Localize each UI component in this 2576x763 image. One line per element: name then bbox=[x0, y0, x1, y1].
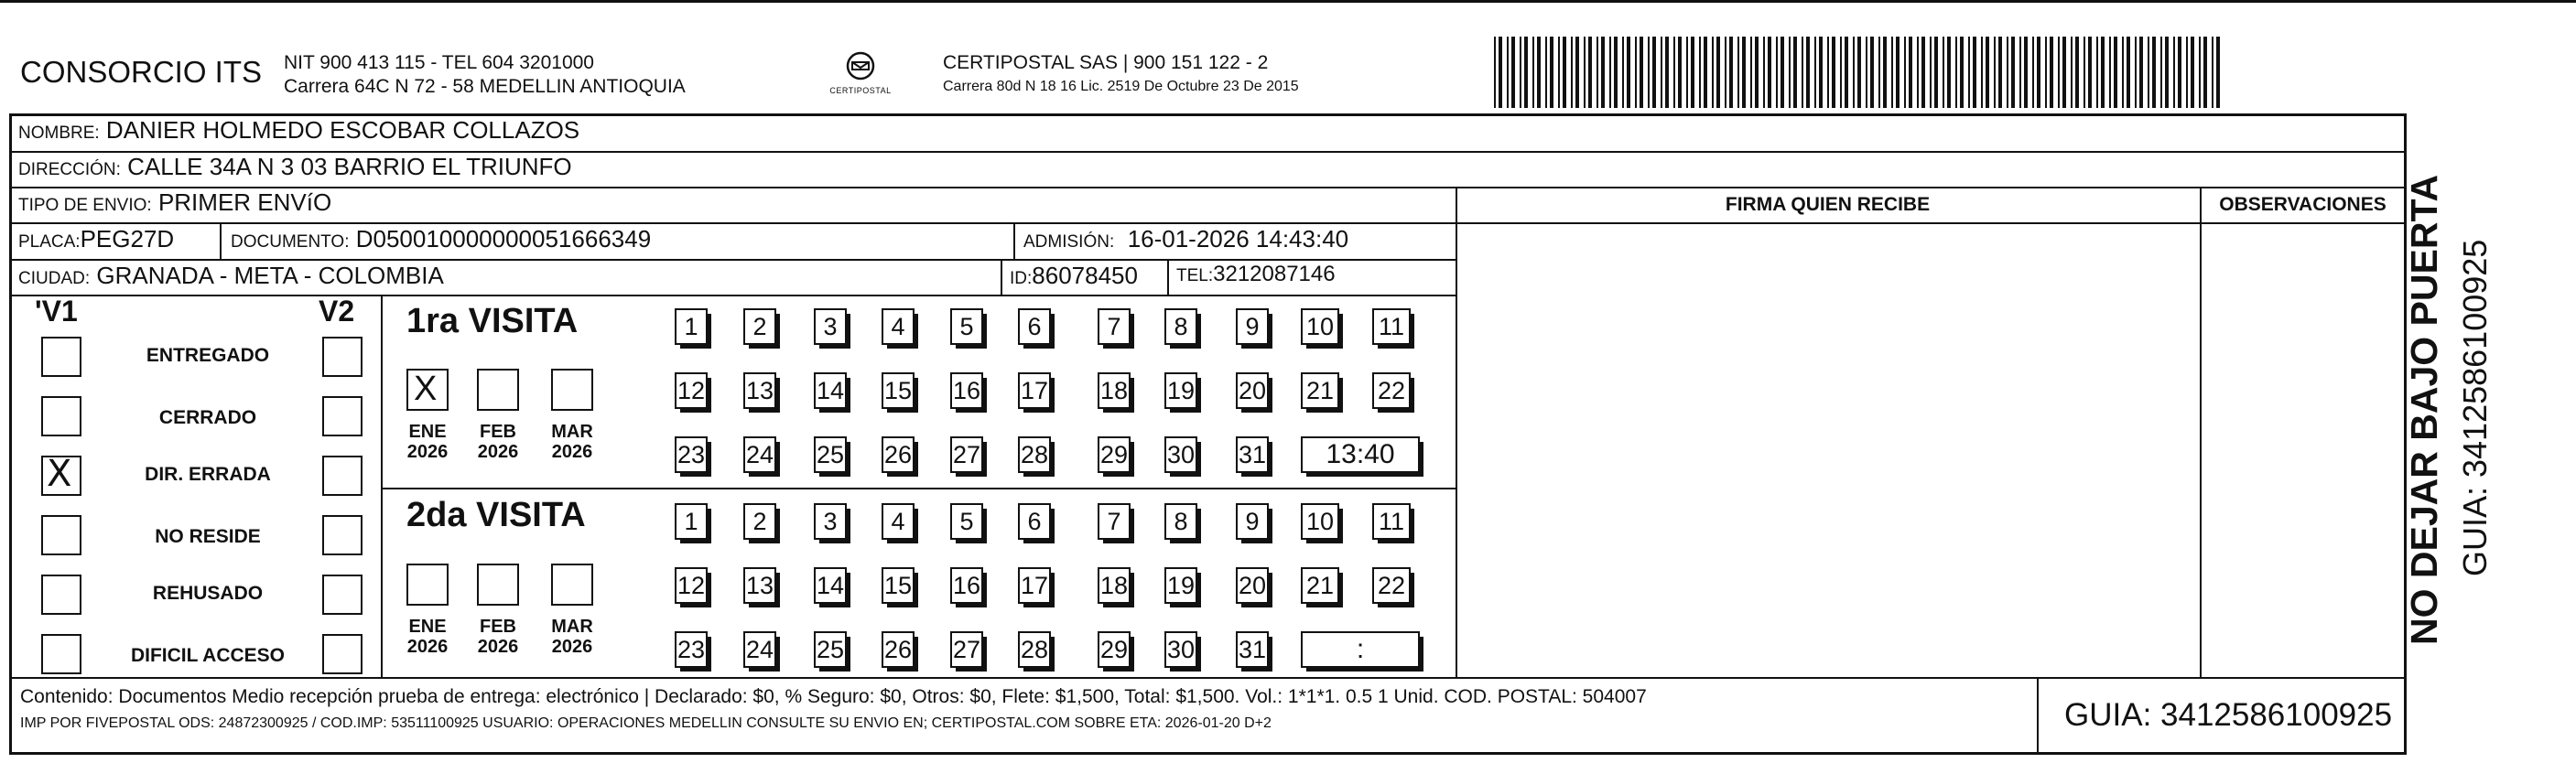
visit2-day-28[interactable]: 28 bbox=[1018, 631, 1051, 668]
visit1-day-22[interactable]: 22 bbox=[1372, 372, 1411, 409]
visit1-day-30[interactable]: 30 bbox=[1164, 436, 1197, 473]
v2-checkbox-1[interactable] bbox=[322, 396, 363, 436]
visit2-day-6[interactable]: 6 bbox=[1018, 503, 1051, 540]
visit2-day-25[interactable]: 25 bbox=[814, 631, 847, 668]
visit2-day-15[interactable]: 15 bbox=[882, 567, 915, 604]
v2-checkbox-2[interactable] bbox=[322, 456, 363, 496]
visit1-day-6[interactable]: 6 bbox=[1018, 308, 1051, 345]
nombre-value: DANIER HOLMEDO ESCOBAR COLLAZOS bbox=[105, 116, 580, 144]
visit2-day-29[interactable]: 29 bbox=[1098, 631, 1131, 668]
visit2-day-8[interactable]: 8 bbox=[1164, 503, 1197, 540]
reason-label-3: NO RESIDE bbox=[155, 526, 261, 547]
v2-checkbox-5[interactable] bbox=[322, 634, 363, 674]
visit1-day-23[interactable]: 23 bbox=[675, 436, 708, 473]
id-row bbox=[1010, 262, 1138, 290]
visit1-time-box[interactable]: 13:40 bbox=[1301, 436, 1420, 473]
visit1-day-14[interactable]: 14 bbox=[814, 372, 847, 409]
ciudad-row bbox=[18, 262, 444, 290]
v2-label: V2 bbox=[319, 295, 355, 328]
visit1-day-26[interactable]: 26 bbox=[882, 436, 915, 473]
direccion-label: DIRECCIÓN: bbox=[18, 160, 121, 179]
barcode-image bbox=[1494, 37, 2226, 108]
visit1-day-12[interactable]: 12 bbox=[675, 372, 708, 409]
tipo-value: PRIMER ENVíO bbox=[157, 188, 332, 216]
visit1-day-27[interactable]: 27 bbox=[950, 436, 983, 473]
visit2-day-5[interactable]: 5 bbox=[950, 503, 983, 540]
v1-checkbox-2[interactable] bbox=[41, 453, 81, 496]
visit1-day-25[interactable]: 25 bbox=[814, 436, 847, 473]
visit2-day-12[interactable]: 12 bbox=[675, 567, 708, 604]
visit2-day-26[interactable]: 26 bbox=[882, 631, 915, 668]
visit1-day-2[interactable]: 2 bbox=[743, 308, 776, 345]
observaciones-header: OBSERVACIONES bbox=[2219, 194, 2387, 215]
company-name: CONSORCIO ITS bbox=[20, 55, 263, 89]
visit1-title: 1ra VISITA bbox=[406, 302, 579, 340]
visit2-time-box[interactable]: : bbox=[1301, 631, 1420, 668]
visit1-day-10[interactable]: 10 bbox=[1301, 308, 1339, 345]
tipo-label: TIPO DE ENVIO: bbox=[18, 196, 152, 215]
visit2-day-22[interactable]: 22 bbox=[1372, 567, 1411, 604]
v2-checkbox-4[interactable] bbox=[322, 575, 363, 615]
placa-row bbox=[18, 225, 174, 253]
visit1-day-24[interactable]: 24 bbox=[743, 436, 776, 473]
certi-info bbox=[943, 51, 1299, 99]
visit1-day-1[interactable]: 1 bbox=[675, 308, 708, 345]
no-dejar-bajo-puerta: NO DEJAR BAJO PUERTA bbox=[2403, 174, 2445, 645]
admision-row bbox=[1023, 225, 1348, 253]
month-mark: X bbox=[414, 370, 438, 408]
v1-checkbox-4[interactable] bbox=[41, 575, 81, 615]
visit2-title: 2da VISITA bbox=[406, 496, 586, 534]
admision-label: ADMISIÓN: bbox=[1023, 232, 1115, 252]
visit1-day-20[interactable]: 20 bbox=[1236, 372, 1269, 409]
certi-address: Carrera 80d N 18 16 Lic. 2519 De Octubre 23 De 2015 bbox=[943, 79, 1299, 94]
v1-check-mark: X bbox=[47, 453, 72, 495]
company-info bbox=[284, 51, 686, 99]
month-label-feb: FEB 2026 bbox=[477, 617, 519, 657]
month-box-feb[interactable] bbox=[477, 369, 519, 411]
month-label-mar: MAR 2026 bbox=[551, 617, 593, 657]
visit2-day-10[interactable]: 10 bbox=[1301, 503, 1339, 540]
reason-label-4: REHUSADO bbox=[152, 583, 264, 604]
documento-row bbox=[231, 225, 651, 253]
placa-value: PEG27D bbox=[80, 225, 175, 253]
visit2-day-1[interactable]: 1 bbox=[675, 503, 708, 540]
documento-value: D050010000000051666349 bbox=[355, 225, 652, 253]
visit1-day-21[interactable]: 21 bbox=[1301, 372, 1339, 409]
visit2-day-16[interactable]: 16 bbox=[950, 567, 983, 604]
v1-checkbox-3[interactable] bbox=[41, 515, 81, 555]
reason-label-0: ENTREGADO bbox=[146, 345, 270, 366]
logo-text: CERTIPOSTAL bbox=[829, 86, 892, 95]
ciudad-value: GRANADA - META - COLOMBIA bbox=[96, 262, 444, 289]
admision-value: 16-01-2026 14:43:40 bbox=[1127, 225, 1349, 253]
visit2-day-27[interactable]: 27 bbox=[950, 631, 983, 668]
visit1-day-5[interactable]: 5 bbox=[950, 308, 983, 345]
visit2-day-19[interactable]: 19 bbox=[1164, 567, 1197, 604]
visit1-day-19[interactable]: 19 bbox=[1164, 372, 1197, 409]
visit2-day-7[interactable]: 7 bbox=[1098, 503, 1131, 540]
footer-guia: GUIA: 3412586100925 bbox=[2064, 697, 2393, 733]
documento-label: DOCUMENTO: bbox=[231, 232, 350, 252]
footer-contenido: Contenido: Documentos Medio recepción prueba de entrega: electrónico | Declarado: $0, % Seguro: $0, Otros: $0, Flete: $1,500, Total: $1,500. Vol.: 1*1*1. 0.5 1 Unid. COD. POSTAL: 504007 bbox=[20, 686, 1647, 707]
visit2-day-31[interactable]: 31 bbox=[1236, 631, 1269, 668]
nombre-row bbox=[18, 116, 579, 145]
tel-label: TEL: bbox=[1176, 266, 1214, 285]
visit1-day-3[interactable]: 3 bbox=[814, 308, 847, 345]
visit1-day-9[interactable]: 9 bbox=[1236, 308, 1269, 345]
id-value: 86078450 bbox=[1032, 262, 1138, 289]
v2-checkbox-3[interactable] bbox=[322, 515, 363, 555]
address-line: Carrera 64C N 72 - 58 MEDELLIN ANTIOQUIA bbox=[284, 76, 686, 97]
ciudad-label: CIUDAD: bbox=[18, 269, 91, 288]
visit2-day-30[interactable]: 30 bbox=[1164, 631, 1197, 668]
reason-label-1: CERRADO bbox=[158, 407, 257, 428]
visit1-day-18[interactable]: 18 bbox=[1098, 372, 1131, 409]
visit1-day-7[interactable]: 7 bbox=[1098, 308, 1131, 345]
id-label: ID: bbox=[1010, 269, 1033, 288]
visit2-day-17[interactable]: 17 bbox=[1018, 567, 1051, 604]
month-label-ene: ENE 2026 bbox=[406, 422, 449, 462]
visit2-day-2[interactable]: 2 bbox=[743, 503, 776, 540]
visit1-day-29[interactable]: 29 bbox=[1098, 436, 1131, 473]
visit1-day-13[interactable]: 13 bbox=[743, 372, 776, 409]
direccion-row bbox=[18, 153, 572, 181]
v1-checkbox-5[interactable] bbox=[41, 634, 81, 674]
certipostal-logo bbox=[819, 48, 902, 104]
visit2-day-23[interactable]: 23 bbox=[675, 631, 708, 668]
direccion-value: CALLE 34A N 3 03 BARRIO EL TRIUNFO bbox=[127, 153, 572, 180]
month-box-mar[interactable] bbox=[551, 369, 593, 411]
visit2-day-13[interactable]: 13 bbox=[743, 567, 776, 604]
visit2-day-3[interactable]: 3 bbox=[814, 503, 847, 540]
firma-header: FIRMA QUIEN RECIBE bbox=[1725, 194, 1931, 215]
visit1-day-31[interactable]: 31 bbox=[1236, 436, 1269, 473]
footer-imp: IMP POR FIVEPOSTAL ODS: 24872300925 / COD.IMP: 53511100925 USUARIO: OPERACIONES MEDELLIN CONSULTE SU ENVIO EN; CERTIPOSTAL.COM SOBRE ETA: 2026-01-20 D+2 bbox=[20, 715, 1272, 731]
nombre-label: NOMBRE: bbox=[18, 124, 100, 143]
v1-checkbox-0[interactable] bbox=[41, 337, 81, 377]
tipo-row bbox=[18, 188, 331, 217]
tel-row bbox=[1176, 262, 1336, 287]
visit2-day-18[interactable]: 18 bbox=[1098, 567, 1131, 604]
month-label-mar: MAR 2026 bbox=[551, 422, 593, 462]
month-box-mar[interactable] bbox=[551, 564, 593, 606]
top-border bbox=[0, 0, 2576, 3]
tel-value: 3212087146 bbox=[1213, 262, 1336, 286]
visit1-day-28[interactable]: 28 bbox=[1018, 436, 1051, 473]
visit2-day-21[interactable]: 21 bbox=[1301, 567, 1339, 604]
visit1-day-8[interactable]: 8 bbox=[1164, 308, 1197, 345]
month-label-feb: FEB 2026 bbox=[477, 422, 519, 462]
month-box-ene[interactable] bbox=[406, 369, 449, 411]
month-label-ene: ENE 2026 bbox=[406, 617, 449, 657]
certi-line: CERTIPOSTAL SAS | 900 151 122 - 2 bbox=[943, 52, 1269, 73]
nit-line: NIT 900 413 115 - TEL 604 3201000 bbox=[284, 52, 594, 73]
reason-label-2: DIR. ERRADA bbox=[145, 464, 271, 485]
v1-checkbox-1[interactable] bbox=[41, 396, 81, 436]
visit1-day-4[interactable]: 4 bbox=[882, 308, 915, 345]
visit2-day-20[interactable]: 20 bbox=[1236, 567, 1269, 604]
visit2-day-4[interactable]: 4 bbox=[882, 503, 915, 540]
visit2-day-24[interactable]: 24 bbox=[743, 631, 776, 668]
reason-label-5: DIFICIL ACCESO bbox=[130, 645, 285, 666]
visit2-day-9[interactable]: 9 bbox=[1236, 503, 1269, 540]
month-box-feb[interactable] bbox=[477, 564, 519, 606]
side-guia: GUIA: 3412586100925 bbox=[2456, 239, 2494, 576]
visit1-day-15[interactable]: 15 bbox=[882, 372, 915, 409]
v1-label: 'V1 bbox=[35, 295, 78, 328]
visit1-day-11[interactable]: 11 bbox=[1372, 308, 1411, 345]
visit1-day-16[interactable]: 16 bbox=[950, 372, 983, 409]
visit2-day-14[interactable]: 14 bbox=[814, 567, 847, 604]
visit1-day-17[interactable]: 17 bbox=[1018, 372, 1051, 409]
placa-label: PLACA: bbox=[18, 232, 81, 252]
visit2-day-11[interactable]: 11 bbox=[1372, 503, 1411, 540]
month-box-ene[interactable] bbox=[406, 564, 449, 606]
v2-checkbox-0[interactable] bbox=[322, 337, 363, 377]
